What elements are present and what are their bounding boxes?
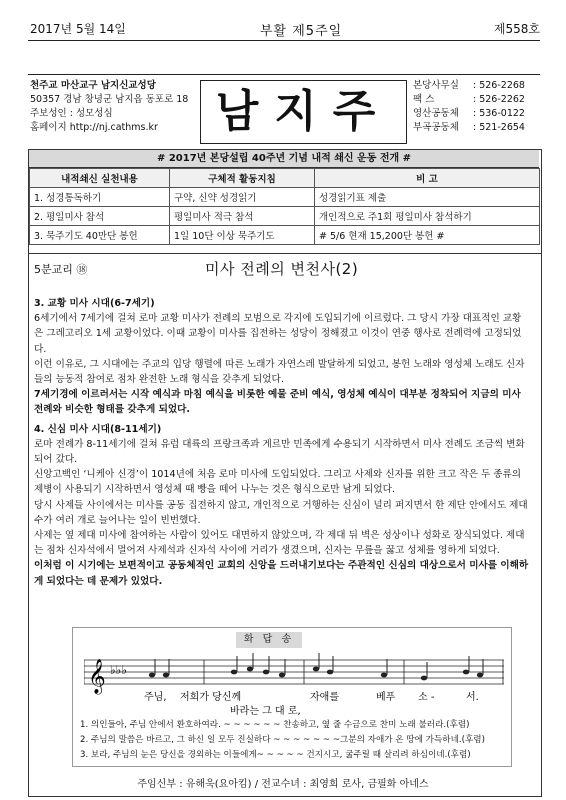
paragraph: 당시 사제들 사이에서는 미사를 공동 집전하지 않고, 개인적으로 거행하는 신심이 널리 퍼지면서 한 제단 안에서도 제대 수가 여러 개로 늘어나는 일이 빈번했다.: [34, 499, 528, 526]
table-cell: 개인적으로 주1회 평일미사 참석하기: [315, 207, 540, 226]
table-cell: # 5/6 현재 15,200단 봉헌 #: [315, 226, 540, 245]
church-info: [30, 79, 200, 135]
masthead-title: 남지주: [200, 80, 407, 144]
table-cell: 2. 평일미사 참석: [30, 207, 170, 226]
table-cell: 구약, 신약 성경읽기: [170, 188, 315, 207]
table-header: 비 고: [315, 169, 540, 188]
table-header-row: [30, 169, 540, 188]
lyric-word: 서.: [466, 692, 479, 703]
flat-sign-icon: ♭♭♭: [110, 663, 127, 677]
article-content: [34, 296, 530, 589]
plan-title: # 2017년 본당설립 40주년 기념 내적 쇄신 운동 전개 #: [29, 150, 539, 168]
church-name: 천주교 마산교구 남지신교성당: [30, 80, 156, 91]
contact-row: 팩 스 : 526-2262: [413, 94, 525, 105]
plan-table: [29, 168, 540, 245]
verse-line: 3. 보라, 주님의 눈은 당신을 경외하는 이들에게~ ~ ~ ~ ~ 건지시고, 굶주릴 때 살리려 하심이네.(후렴): [80, 750, 471, 760]
staff-lines: [84, 660, 504, 684]
header-rule: [28, 74, 540, 75]
church-address: 50357 경남 창녕군 남지읍 동포로 18: [30, 94, 189, 105]
lyric-subline: 바라는 그 대 로,: [230, 706, 301, 717]
section-heading: 4. 신심 미사 시대(8-11세기): [34, 423, 162, 435]
table-row: [30, 188, 540, 207]
article-series: 5분교리 ⑱: [34, 263, 88, 276]
table-header: 구체적 활동지침: [170, 169, 315, 188]
paragraph: 신앙고백인 ‘니케아 신경’이 1014년에 처음 로마 미사에 도입되었다. 그리고 사제와 신자를 위한 크고 작은 두 종류의 제병이 사용되기 시작하면서 영성체 때 빵을 떼어 나누는 것은 형식으로만 남게 되었다.: [34, 469, 522, 496]
contact-row: 영산공동체 : 536-0122: [413, 108, 525, 119]
issue-date: 2017년 5월 14일: [30, 22, 126, 36]
paragraph: 사제는 옆 제대 미사에 참여하는 사람이 있어도 대면하지 않았으며, 각 제대 뒤 벽은 성상이나 성화로 장식되었다. 제대는 점차 신자석에서 멀어져 사제석과 신자석 사이에 거리가 생겼으며, 신자는 무릎을 꿇고 성체를 영하게 되었다.: [34, 530, 525, 557]
lyric-word: 저희가 당신께: [180, 692, 242, 703]
table-cell: 3. 묵주기도 40만단 봉헌: [30, 226, 170, 245]
treble-clef-icon: 𝄞: [88, 659, 106, 694]
table-cell: 성경읽기표 제출: [315, 188, 540, 207]
table-cell: 1. 성경통독하기: [30, 188, 170, 207]
liturgical-week: 부활 제5주일: [260, 24, 343, 39]
lyric-word: 자애를: [310, 692, 339, 703]
hymn-title: 화 답 송: [236, 632, 302, 648]
homepage-link[interactable]: 홈페이지 http://nj.cathms.kr: [30, 122, 158, 133]
paragraph-emphasis: 7세기경에 이르러서는 시작 예식과 마침 예식을 비롯한 예물 준비 예식, 영성체 예식이 대부분 정착되어 지금의 미사 전례와 비슷한 형태를 갖추게 되었다.: [34, 389, 521, 416]
table-header: 내적쇄신 실천내용: [30, 169, 170, 188]
top-rule: [28, 40, 540, 41]
contact-list: [413, 79, 543, 135]
paragraph-emphasis: 이처럼 이 시기에는 보편적이고 공동체적인 교회의 신앙을 드러내기보다는 주관적인 신심의 대상으로서 미사를 이해하게 되었다는 데 문제가 있었다.: [34, 560, 529, 587]
issue-line: [30, 20, 540, 38]
lyric-word: 베푸: [376, 692, 396, 703]
lyric-word: 주님,: [144, 692, 167, 703]
table-row: [30, 226, 540, 245]
patron-saint: 주보성인 : 성모성심: [30, 108, 113, 119]
contact-row: 부곡공동체 : 521-2654: [413, 122, 525, 133]
music-staff: [84, 650, 504, 720]
verse-line: 2. 주님의 말씀은 바르고, 그 하신 일 모두 진실하다 ~ ~ ~ ~ ~ ~ ~그분의 자애가 온 땅에 가득하네.(후렴): [80, 735, 485, 745]
paragraph: 6세기에서 7세기에 걸쳐 로마 교황 미사가 전례의 모범으로 각지에 도입되기에 이르렀다. 그 당시 가장 대표적인 교황은 그레고리오 1세 교황이었다. 이때 교황이 미사를 집전하는 성당이 정해졌고 이것이 연중 행사로 전례력에 고정되었다.: [34, 313, 522, 355]
lyric-word: 소 -: [418, 692, 435, 703]
article-title: 미사 전례의 변천사(2): [205, 260, 359, 278]
paragraph: 이런 이유로, 그 시대에는 주교의 입당 행렬에 따른 노래가 자연스레 발달하게 되었고, 봉헌 노래와 영성체 노래도 신자들의 능동적 참여로 점차 완전한 노래 형식을 갖추게 되었다.: [34, 358, 525, 386]
verse-line: 1. 의인들아, 주님 안에서 환호하여라. ~ ~ ~ ~ ~ ~ 찬송하고, 옆 줄 수금으로 찬미 노래 불러라.(후렴): [80, 720, 470, 730]
issue-number: 제558호: [493, 22, 540, 36]
music-notes: [149, 653, 483, 680]
table-row: [30, 207, 540, 226]
paragraph: 로마 전례가 8-11세기에 걸쳐 유럽 대륙의 프랑크족과 게르만 민족에게 수용되기 시작하면서 미사 전례도 조금씩 변화되어 갔다.: [34, 438, 525, 466]
footer-staff: 주임신부 : 유해욱(요아킴) / 전교수녀 : 최영희 로사, 금필화 아네스: [137, 779, 429, 790]
contact-row: 본당사무실 : 526-2268: [413, 80, 525, 91]
section-heading: 3. 교황 미사 시대(6-7세기): [34, 298, 155, 309]
hymn-verses: [80, 718, 505, 763]
table-cell: 평일미사 적극 참석: [170, 207, 315, 226]
table-cell: 1일 10단 이상 묵주기도: [170, 226, 315, 245]
